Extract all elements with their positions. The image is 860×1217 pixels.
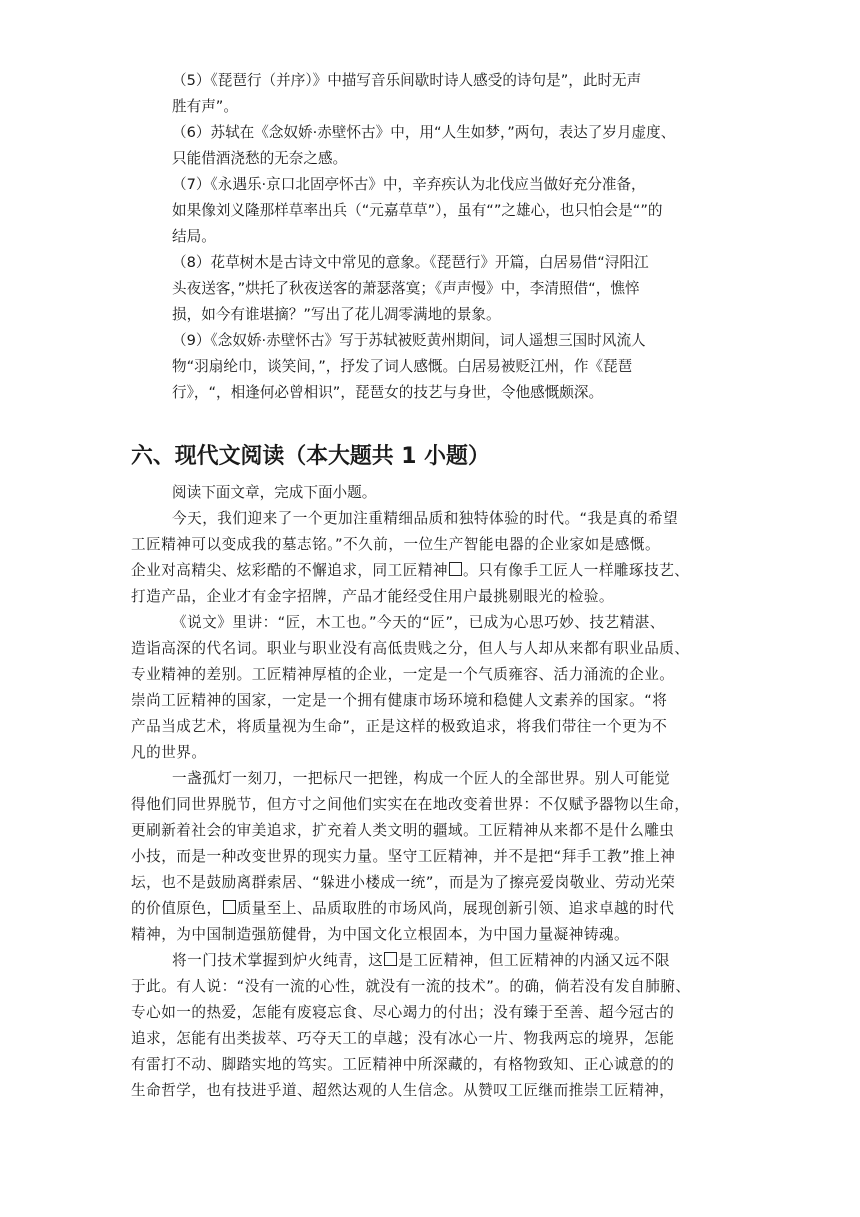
text: 造诣高深的代名词。职业与职业没有高低贵贱之分，但人与人却从来都有职业品质、 (131, 640, 690, 657)
text: 专业精神的差别。工匠精神厚植的企业，一定是一个气质雍容、活力涌流的企业。 (131, 666, 675, 683)
text: 更刷新着社会的审美追求，扩充着人类文明的疆域。工匠精神从来都不是什么雕虫 (131, 822, 675, 839)
question-6 (172, 120, 752, 172)
passage-line (131, 766, 751, 792)
text: 将一门技术掌握到炉火纯青，这 (172, 952, 384, 969)
passage-line (131, 1078, 751, 1104)
question-line: 头夜送客，”烘托了秋夜送客的萧瑟落寞；《声声慢》中，李清照借“，憔悴 (172, 280, 640, 297)
text: 于此。有人说：“没有一流的心性，就没有一流的技术”。的确，倘若没有发自肺腑、 (131, 978, 691, 995)
blank-box[interactable] (223, 900, 236, 914)
passage-line (131, 636, 751, 662)
question-line: （6）苏轼在《念奴娇·赤壁怀古》中，用“人生如梦，”两句，表达了岁月虚度、 (172, 124, 676, 141)
question-line: （7）《永遇乐·京口北固亭怀古》中，辛弃疾认为北伐应当做好充分准备， (172, 176, 646, 193)
text: 追求，怎能有出类拔萃、巧夺天工的卓越；没有冰心一片、物我两忘的境界，怎能 (131, 1030, 675, 1047)
blank-box[interactable] (449, 562, 462, 576)
text: 得他们同世界脱节，但方寸之间他们实实在在地改变着世界：不仅赋予器物以生命， (131, 796, 690, 813)
text: 生命哲学，也有技进乎道、超然达观的人生信念。从赞叹工匠继而推崇工匠精神， (131, 1082, 675, 1099)
text: 《说文》里讲：“匠，木工也。”今天的“匠”，已成为心思巧妙、技艺精湛、 (172, 614, 665, 631)
passage-line (131, 558, 751, 584)
text: 专心如一的热爱，怎能有废寝忘食、尽心竭力的付出；没有臻于至善、超今冠古的 (131, 1004, 675, 1021)
question-line: 只能借酒浇愁的无奈之感。 (172, 150, 348, 167)
passage-line (131, 792, 751, 818)
reading-passage (131, 480, 751, 1104)
passage-line (131, 1026, 751, 1052)
question-line: 如果像刘义隆那样草率出兵（“元嘉草草”），虽有“”之雄心，也只怕会是“”的 (172, 202, 663, 219)
passage-line (131, 818, 751, 844)
passage-line (131, 1052, 751, 1078)
text: 质量至上、品质取胜的市场风尚，展现创新引领、追求卓越的时代 (236, 900, 675, 917)
question-line: 胜有声”。 (172, 98, 238, 115)
passage-line (131, 844, 751, 870)
passage-paragraph-3 (131, 766, 751, 948)
passage-line (131, 922, 751, 948)
text: 有雷打不动、脚踏实地的笃实。工匠精神中所深藏的，有格物致知、正心诚意的的 (131, 1056, 675, 1073)
passage-line (131, 740, 751, 766)
passage-paragraph-4 (131, 948, 751, 1104)
passage-instruction: 阅读下面文章，完成下面小题。 (172, 484, 377, 501)
passage-line (131, 948, 751, 974)
text: 精神，为中国制造强筋健骨，为中国文化立根固本，为中国力量凝神铸魂。 (131, 926, 630, 943)
text: 企业对高精尖、炫彩酷的不懈追求，同工匠精神 (131, 562, 448, 579)
passage-line (131, 974, 751, 1000)
question-line: 损，如今有谁堪摘？”写出了花儿凋零满地的景象。 (172, 306, 501, 323)
text: 产品当成艺术，将质量视为生命”，正是这样的极致追求，将我们带往一个更为不 (131, 718, 668, 735)
question-line: （9）《念奴娇·赤壁怀古》写于苏轼被贬黄州期间，词人遥想三国时风流人 (172, 332, 646, 349)
text: 凡的世界。 (131, 744, 207, 761)
text: 打造产品，企业才有金字招牌，产品才能经受住用户最挑剔眼光的检验。 (131, 588, 615, 605)
passage-line (131, 532, 751, 558)
question-line: 结局。 (172, 228, 216, 245)
passage-line (131, 584, 751, 610)
text: 的价值原色， (131, 900, 222, 917)
text: 工匠精神可以变成我的墓志铭。”不久前，一位生产智能电器的企业家如是感慨。 (131, 536, 661, 553)
passage-line (131, 896, 751, 922)
question-line: （5）《琵琶行（并序）》中描写音乐间歇时诗人感受的诗句是”，此时无声 (172, 72, 642, 89)
question-9 (172, 328, 752, 406)
question-8 (172, 250, 752, 328)
passage-line (131, 506, 751, 532)
passage-line (131, 688, 751, 714)
question-7 (172, 172, 752, 250)
text: 小技，而是一种改变世界的现实力量。坚守工匠精神，并不是把“拜手工教”推上神 (131, 848, 676, 865)
passage-line (131, 714, 751, 740)
passage-line (131, 1000, 751, 1026)
passage-line (131, 662, 751, 688)
text: 。只有像手工匠人一样雕琢技艺、 (462, 562, 690, 579)
fill-in-questions (172, 68, 752, 406)
text: 崇尚工匠精神的国家，一定是一个拥有健康市场环境和稳健人文素养的国家。“将 (131, 692, 668, 709)
passage-line (131, 870, 751, 896)
question-5 (172, 68, 752, 120)
blank-box[interactable] (384, 952, 397, 966)
passage-paragraph-2 (131, 610, 751, 766)
question-line: 行》，“，相逢何必曾相识”，琵琶女的技艺与身世，令他感慨颇深。 (172, 384, 604, 401)
passage-paragraph-1 (131, 506, 751, 610)
text: 是工匠精神，但工匠精神的内涵又远不限 (398, 952, 671, 969)
passage-line (131, 610, 751, 636)
question-line: （8）花草树木是古诗文中常见的意象。《琵琶行》开篇，白居易借“浔阳江 (172, 254, 649, 271)
section-title: 六、现代文阅读（本大题共 1 小题） (131, 444, 490, 469)
text: 坛，也不是鼓励离群索居、“躲进小楼成一统”，而是为了擦亮爱岗敬业、劳动光荣 (131, 874, 676, 891)
text: 今天，我们迎来了一个更加注重精细品质和独特体验的时代。“我是真的希望 (172, 510, 679, 527)
question-line: 物“羽扇纶巾，谈笑间，”，抒发了词人感慨。白居易被贬江州，作《琵琶 (172, 358, 633, 375)
text: 一盏孤灯一刻刀，一把标尺一把锉，构成一个匠人的全部世界。别人可能觉 (172, 770, 671, 787)
